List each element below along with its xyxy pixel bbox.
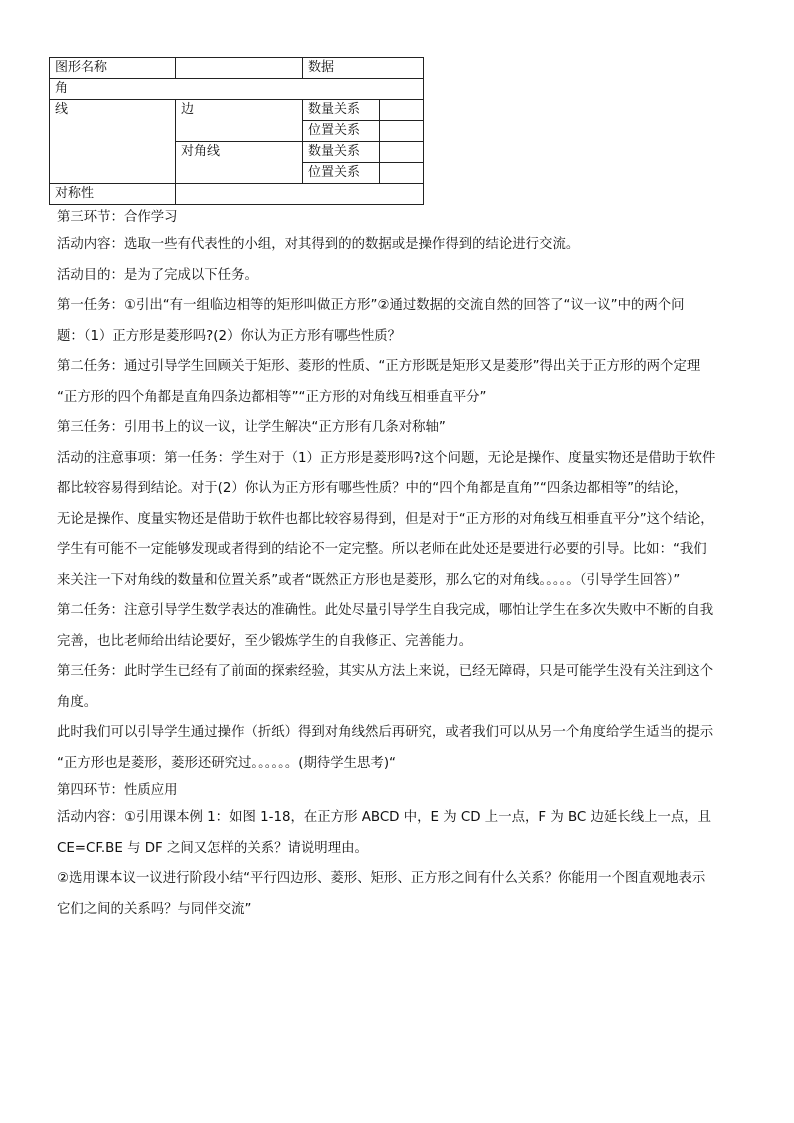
paragraph-line: 题：（1）正方形是菱形吗?(2）你认为正方形有哪些性质？ — [57, 328, 402, 344]
paragraph-line: 第二任务：注意引导学生数学表达的准确性。此处尽量引导学生自我完成，哪怕让学生在多次失败中不断的自我 — [57, 603, 714, 618]
paragraph-line: “正方形的四个角都是直角四条边都相等”“正方形的对角线互相垂直平分” — [57, 389, 487, 405]
table-cell-position-relation: 位置关系 — [303, 163, 380, 184]
table-cell — [380, 100, 424, 121]
paragraph-line: 活动内容：选取一些有代表性的小组，对其得到的的数据或是操作得到的结论进行交流。 — [57, 237, 580, 252]
table-cell-side: 边 — [176, 100, 303, 142]
table-cell — [380, 121, 424, 142]
table-row-symmetry: 对称性 — [50, 184, 176, 205]
section-heading: 第三环节：合作学习 — [57, 210, 178, 225]
paragraph-line: 活动内容：①引用课本例 1：如图 1-18，在正方形 ABCD 中，E 为 CD 上一点，F 为 BC 边延长线上一点，且 — [57, 810, 712, 825]
paragraph-line: 第二任务：通过引导学生回顾关于矩形、菱形的性质、“正方形既是矩形又是菱形”得出关于正方形的两个定理 — [57, 359, 701, 374]
table-row — [50, 184, 424, 205]
table-header-data: 数据 — [303, 58, 424, 79]
section-heading: 第四环节：性质应用 — [57, 783, 178, 798]
paragraph-line: 第三任务：此时学生已经有了前面的探索经验，其实从方法上来说，已经无障碍，只是可能学生没有关注到这个 — [57, 664, 714, 679]
paragraph-line: 角度。 — [57, 694, 98, 710]
paragraph-line: CE=CF.BE 与 DF 之间又怎样的关系？请说明理由。 — [57, 840, 368, 856]
table-cell — [176, 184, 424, 205]
table-cell-position-relation: 位置关系 — [303, 121, 380, 142]
square-properties-table — [49, 57, 424, 205]
paragraph-line: 完善，也比老师给出结论要好，至少锻炼学生的自我修正、完善能力。 — [57, 633, 473, 649]
table-cell — [176, 58, 303, 79]
table-cell-quantity-relation: 数量关系 — [303, 100, 380, 121]
paragraph-line: 学生有可能不一定能够发现或者得到的结论不一定完整。所以老师在此处还是要进行必要的引导。比如：“我们 — [57, 542, 707, 557]
table-cell-quantity-relation: 数量关系 — [303, 142, 380, 163]
paragraph-line: ②选用课本议一议进行阶段小结“平行四边形、菱形、矩形、正方形之间有什么关系？你能用一个图直观地表示 — [57, 871, 706, 886]
table-header-shape-name: 图形名称 — [50, 58, 176, 79]
body-text — [57, 206, 747, 925]
paragraph-line: 来关注一下对角线的数量和位置关系”或者“既然正方形也是菱形，那么它的对角线。。。。。（引导学生回答）” — [57, 572, 681, 588]
paragraph-line: 无论是操作、度量实物还是借助于软件也都比较容易得到，但是对于“正方形的对角线互相垂直平分”这个结论， — [57, 511, 714, 527]
table-cell — [380, 142, 424, 163]
paragraph-line: 第一任务：①引出“有一组临边相等的矩形叫做正方形”②通过数据的交流自然的回答了“议一议”中的两个问 — [57, 298, 685, 313]
table-row-angle: 角 — [50, 79, 424, 100]
table-row — [50, 100, 424, 121]
paragraph-line: 第三任务：引用书上的议一议，让学生解决“正方形有几条对称轴” — [57, 420, 446, 435]
paragraph-line: 它们之间的关系吗？与同伴交流” — [57, 901, 252, 917]
table-row — [50, 79, 424, 100]
paragraph-line: 此时我们可以引导学生通过操作（折纸）得到对角线然后再研究，或者我们可以从另一个角度给学生适当的提示 — [57, 725, 714, 740]
paragraph-line: 活动目的：是为了完成以下任务。 — [57, 267, 258, 283]
table-cell-diagonal: 对角线 — [176, 142, 303, 184]
paragraph-line: “正方形也是菱形，菱形还研究过。。。。。。(期待学生思考)“ — [57, 755, 396, 771]
paragraph-line: 都比较容易得到结论。对于(2）你认为正方形有哪些性质？中的“四个角都是直角”“四条边都相等”的结论， — [57, 481, 688, 496]
table-row-line: 线 — [50, 100, 176, 184]
paragraph-line: 活动的注意事项：第一任务：学生对于（1）正方形是菱形吗?这个问题，无论是操作、度量实物还是借助于软件 — [57, 450, 716, 466]
table-cell — [380, 163, 424, 184]
table-row — [50, 58, 424, 79]
